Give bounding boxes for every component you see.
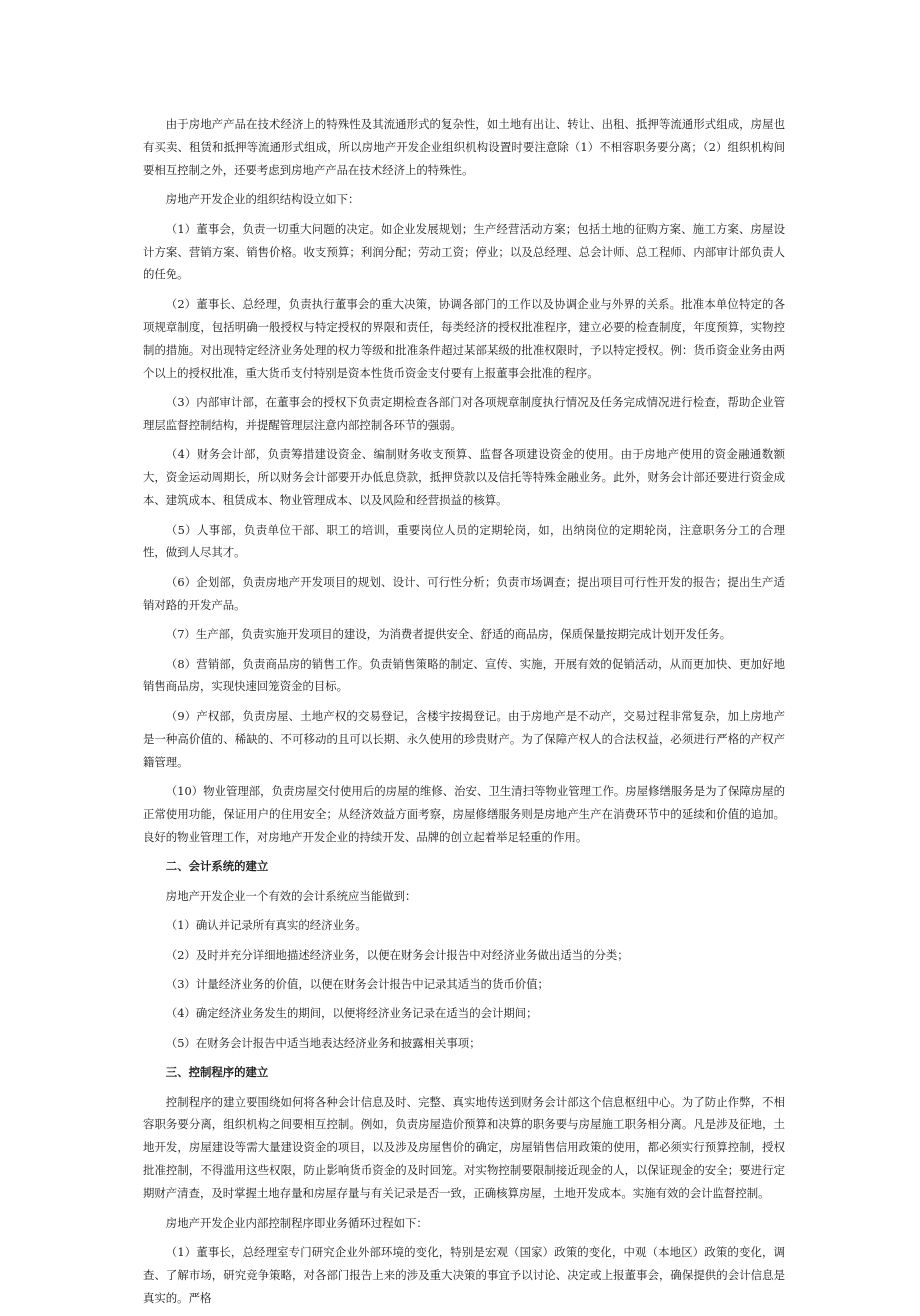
- paragraph: （2）及时并充分详细地描述经济业务，以便在财务会计报告中对经济业务做出适当的分类；: [165, 947, 629, 962]
- paragraph: （10）物业管理部，负责房屋交付使用后的房屋的维修、治安、卫生清扫等物业管理工作。房屋修缮服务是为了保障房屋的正常使用功能，保证用户的住用安全；从经济效益方面考察，房屋修缮服务则是房地产生产在消费环节中的延续和价值的追加。良好的物业管理工作，对房地产开发企业的持续开发、品牌的创立起着举足轻重的作用。: [143, 784, 785, 844]
- paragraph: （4）确定经济业务发生的期间，以便将经济业务记录在适当的会计期间；: [165, 1006, 538, 1021]
- paragraph: 由于房地产产品在技术经济上的特殊性及其流通形式的复杂性，如土地有出让、转让、出租、抵押等流通形式组成，房屋也有买卖、租赁和抵押等流通形式组成，所以房地产开发企业组织机构设置时要注意除（1）不相容职务要分离；（2）组织机构间要相互控制之外，还要考虑到房地产产品在技术经济上的特殊性。: [143, 117, 785, 177]
- paragraph: （1）董事会，负责一切重大问题的决定。如企业发展规划；生产经营活动方案；包括土地的征购方案、施工方案、房屋设计方案、营销方案、销售价格。收支预算；利润分配；劳动工资；停业；以及总经理、总会计师、总工程师、内部审计部负责人的任免。: [143, 221, 785, 282]
- paragraph: 房地产开发企业内部控制程序即业务循环过程如下：: [165, 1215, 428, 1230]
- paragraph: 房地产开发企业的组织结构设立如下：: [165, 192, 360, 207]
- paragraph: （7）生产部，负责实施开发项目的建设，为消费者提供安全、舒适的商品房，保质保量按期完成计划开发任务。: [165, 627, 732, 642]
- paragraph: （1）董事长，总经理室专门研究企业外部环境的变化，特别是宏观（国家）政策的变化，中观（本地区）政策的变化，调查、了解市场，研究竞争策略，对各部门报告上来的涉及重大决策的事宜予以讨论、决定或上报董事会，确保提供的会计信息是真实的。严格: [143, 1244, 785, 1305]
- paragraph: （2）董事长、总经理，负责执行董事会的重大决策，协调各部门的工作以及协调企业与外界的关系。批准本单位特定的各项规章制度，包括明确一般授权与特定授权的界限和责任，每类经济的授权批准程序，建立必要的检查制度，年度预算，实物控制的措施。对出现特定经济业务处理的权力等级和批准条件超过某部某级的批准权限时，予以特定授权。例：货币资金业务由两个以上的授权批准，重大货币支付特别是资本性货币资金支付要有上报董事会批准的程序。: [143, 296, 785, 380]
- paragraph: （3）计量经济业务的价值，以便在财务会计报告中记录其适当的货币价值；: [165, 976, 549, 991]
- paragraph: （5）人事部，负责单位干部、职工的培训，重要岗位人员的定期轮岗，如，出纳岗位的定期轮岗，注意职务分工的合理性，做到人尽其才。: [143, 522, 785, 560]
- paragraph: （8）营销部，负责商品房的销售工作。负责销售策略的制定、宣传、实施，开展有效的促销活动，从而更加快、更加好地销售商品房，实现快速回笼资金的目标。: [143, 656, 785, 694]
- document-body: [143, 113, 785, 1316]
- paragraph: （4）财务会计部，负责筹措建设资金、编制财务收支预算、监督各项建设资金的使用。由于房地产使用的资金融通数额大，资金运动周期长，所以财务会计部要开办低息贷款，抵押贷款以及信托等特殊金融业务。此外，财务会计部还要进行资金成本、建筑成本、租赁成本、物业管理成本、以及风险和经营损益的核算。: [143, 447, 785, 508]
- section-heading: 二、会计系统的建立: [165, 859, 269, 874]
- paragraph: （3）内部审计部，在董事会的授权下负责定期检查各部门对各项规章制度执行情况及任务完成情况进行检查，帮助企业管理层监督控制结构，并提醒管理层注意内部控制各环节的强弱。: [143, 394, 785, 432]
- section-heading: 三、控制程序的建立: [165, 1065, 269, 1080]
- paragraph: （9）产权部，负责房屋、土地产权的交易登记，含楼宇按揭登记。由于房地产是不动产，交易过程非常复杂，加上房地产是一种高价值的、稀缺的、不可移动的且可以长期、永久使用的珍贵财产。为了保障产权人的合法权益，必须进行严格的产权产籍管理。: [143, 708, 785, 769]
- paragraph: （5）在财务会计报告中适当地表达经济业务和披露相关事项；: [165, 1035, 481, 1050]
- paragraph: （1）确认并记录所有真实的经济业务。: [165, 918, 367, 933]
- paragraph: 控制程序的建立要围绕如何将各种会计信息及时、完整、真实地传送到财务会计部这个信息枢纽中心。为了防止作弊，不相容职务要分离，组织机构之间要相互控制。例如，负责房屋造价预算和决算的职务要与房屋施工职务相分离。凡是涉及征地，土地开发，房屋建设等需大量建设资金的项目，以及涉及房屋售价的确定，房屋销售信用政策的使用，都必须实行预算控制，授权批准控制，不得滥用这些权限，防止影响货币资金的及时回笼。对实物控制要限制接近现金的人，以保证现金的安全；要进行定期财产清查，及时掌握土地存量和房屋存量与有关记录是否一致，正确核算房屋，土地开发成本。实施有效的会计监督控制。: [143, 1094, 785, 1201]
- paragraph: （6）企划部，负责房地产开发项目的规划、设计、可行性分析；负责市场调查；提出项目可行性开发的报告；提出生产适销对路的开发产品。: [143, 574, 785, 612]
- paragraph: 房地产开发企业一个有效的会计系统应当能做到：: [165, 888, 417, 903]
